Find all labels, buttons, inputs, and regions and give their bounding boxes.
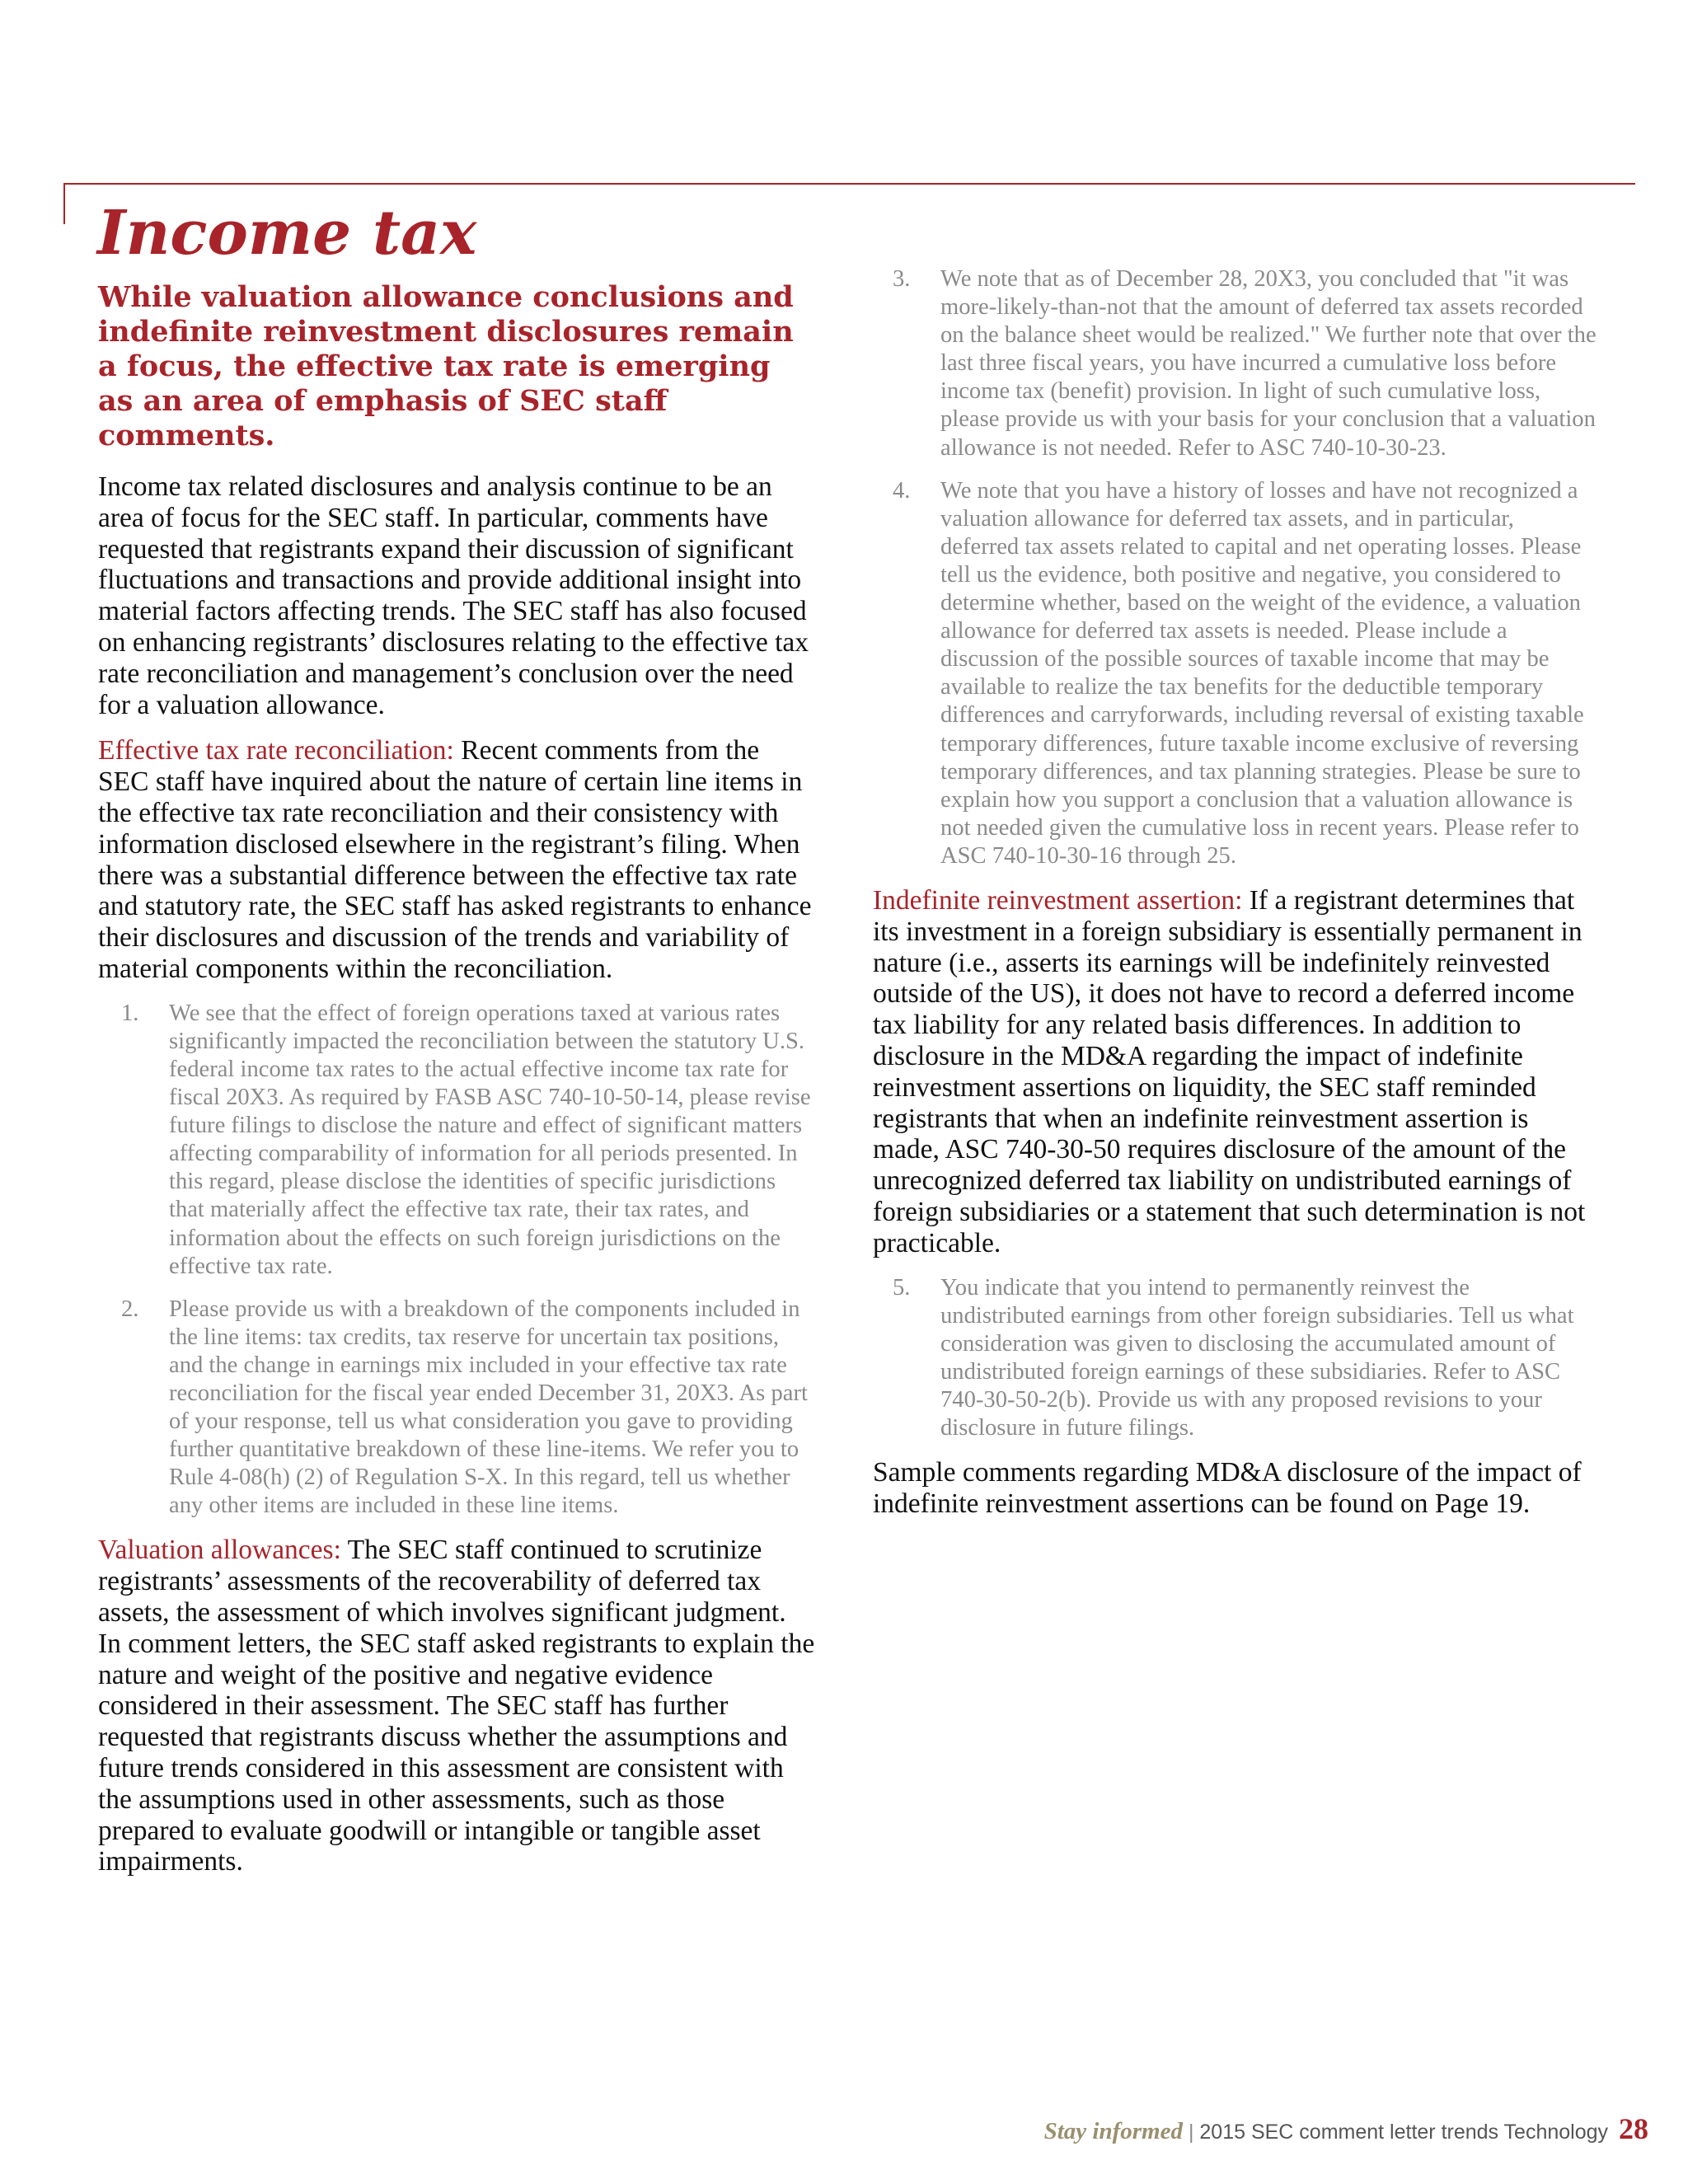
page-title: Income tax [97,198,477,269]
comment-text: We see that the effect of foreign operations taxed at various rates significantly impacted the reconciliation between the statutory U.S. federal income tax rates to the actual effective income tax rate for fiscal 20X3. As required by FASB ASC 740-10-50-14, please revise future filings to disclose the nature and effect of significant matters affecting comparability of information for all periods presented. In this regard, please disclose the identities of specific jurisdictions that materially affect the effective tax rate, their tax rates, and information about the effects on such foreign jurisdictions on the effective tax rate. [169,1000,811,1279]
footer-separator: | [1188,2121,1194,2144]
header-corner-tick [63,183,65,224]
closing-paragraph: Sample comments regarding MD&A disclosure of the impact of indefinite reinvestment assertions can be found on Page 19. [873,1457,1582,1519]
sample-comment-3 [873,265,1598,462]
intro-summary: While valuation allowance conclusions and indefinite reinvestment disclosures remain a focus, the effective tax rate is emerging as an area of emphasis of SEC staff comments. [98,280,794,452]
left-column [98,280,815,1892]
effective-tax-rate-text: Recent comments from the SEC staff have inquired about the nature of certain line items in the effective tax rate reconciliation and their consistency with information disclosed elsewhere in the registrant’s filing. When there was a substantial difference between the effective tax rate and statutory rate, the SEC staff has asked registrants to enhance their disclosures and discussion of the trends and variability of material components within the reconciliation. [98,735,812,984]
sample-comment-1 [98,1000,815,1281]
right-column [873,265,1598,1535]
comment-number: 4. [893,477,911,504]
overview-paragraph: Income tax related disclosures and analysis continue to be an area of focus for the SEC staff. In particular, comments have requested that registrants expand their discussion of significant fluctuations and transactions and provide additional insight into material factors affecting trends. The SEC staff has also focused on enhancing registrants’ disclosures relating to the effective tax rate reconciliation and management’s conclusion over the need for a valuation allowance. [98,471,809,720]
comment-text: You indicate that you intend to permanently reinvest the undistributed earnings from other foreign subsidiaries. Tell us what consideration was given to disclosing the accumulated amount of undistributed foreign earnings of these subsidiaries. Refer to ASC 740-30-50-2(b). Provide us with any proposed revisions to your disclosure in future filings. [940,1274,1574,1441]
effective-tax-rate-heading: Effective tax rate reconciliation: [98,735,454,766]
comment-number: 2. [121,1296,139,1322]
header-rule [63,183,1635,185]
comment-text: Please provide us with a breakdown of the components included in the line items: tax credits, tax reserve for uncertain tax positions, and the change in earnings mix included in your effective tax rate reconciliation for the fiscal year ended December 31, 20X3. As part of your response, tell us what consideration you gave to providing further quantitative breakdown of these line-items. We refer you to Rule 4-08(h) (2) of Regulation S-X. In this regard, tell us whether any other items are included in these line items. [169,1296,808,1519]
sample-comment-5 [873,1274,1598,1443]
footer-publication: 2015 SEC comment letter trends Technology [1199,2121,1609,2144]
page-footer [1043,2112,1648,2146]
comment-text: We note that as of December 28, 20X3, you concluded that "it was more-likely-than-not that the amount of deferred tax assets recorded on the balance sheet would be realized." We further note that over the last three fiscal years, you have incurred a cumulative loss before income tax (benefit) provision. In light of such cumulative loss, please provide us with your basis for your conclusion that a valuation allowance is not needed. Refer to ASC 740-10-30-23. [940,266,1597,461]
comment-text: We note that you have a history of losses and have not recognized a valuation allowance for deferred tax assets, and in particular, deferred tax assets related to capital and net operating losses. Please tell us the evidence, both positive and negative, you considered to determine whether, based on the weight of the evidence, a valuation allowance for deferred tax assets is needed. Please include a discussion of the possible sources of taxable income that may be available to realize the tax benefits for the deductible temporary differences and carryforwards, including reversal of existing taxable temporary differences, future taxable income exclusive of reversing temporary differences, and tax planning strategies. Please be sure to explain how you support a conclusion that a valuation allowance is not needed given the cumulative loss in recent years. Please refer to ASC 740-10-30-16 through 25. [940,477,1584,869]
page-number: 28 [1619,2112,1648,2145]
indefinite-reinvestment-heading: Indefinite reinvestment assertion: [873,884,1243,916]
valuation-allowances-heading: Valuation allowances: [98,1535,341,1566]
footer-brand: Stay informed [1043,2118,1183,2144]
valuation-allowances-paragraph [98,1535,815,1877]
indefinite-reinvestment-text: If a registrant determines that its investment in a foreign subsidiary is essentially permanent in nature (i.e., asserts its earnings will be indefinitely reinvested outside of the US), it does not have to record a deferred income tax liability for any related basis differences. In addition to disclosure in the MD&A regarding the impact of indefinite reinvestment assertions on liquidity, the SEC staff reminded registrants that when an indefinite reinvestment assertion is made, ASC 740-30-50 requires disclosure of the amount of the unrecognized deferred tax liability on undistributed earnings of foreign subsidiaries or a statement that such determination is not practicable. [873,884,1586,1258]
effective-tax-rate-paragraph [98,735,815,984]
indefinite-reinvestment-paragraph [873,885,1598,1259]
comment-number: 3. [893,266,911,292]
comment-number: 5. [893,1274,911,1301]
sample-comment-2 [98,1296,815,1521]
sample-comment-4 [873,477,1598,870]
valuation-allowances-text: The SEC staff continued to scrutinize registrants’ assessments of the recoverability of deferred tax assets, the assessment of which involves significant judgment. In comment letters, the SEC staff asked registrants to explain the nature and weight of the positive and negative evidence considered in their assessment. The SEC staff has further requested that registrants discuss whether the assumptions and future trends considered in this assessment are consistent with the assumptions used in other assessments, such as those prepared to evaluate goodwill or intangible or tangible asset impairments. [98,1535,815,1877]
comment-number: 1. [121,1000,139,1026]
